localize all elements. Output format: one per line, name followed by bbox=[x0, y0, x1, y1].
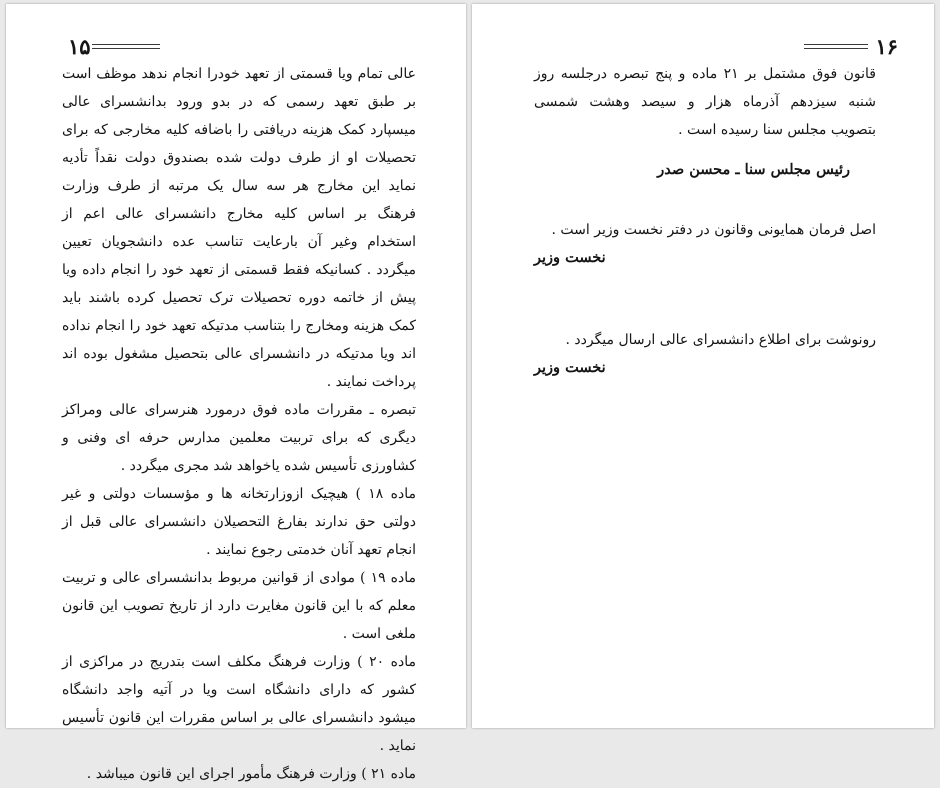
spacer bbox=[534, 144, 876, 156]
paragraph-article-21: ماده ۲۱ ) وزارت فرهنگ مأمور اجرای این قانون میباشد . bbox=[86, 766, 416, 782]
right-body-text bbox=[534, 60, 876, 382]
header-rule bbox=[804, 44, 868, 45]
page-number: ۱۵ bbox=[68, 34, 91, 59]
paragraph-article-19: ماده ۱۹ ) موادی از قوانین مربوط بدانشسرای عالی و تربیت معلم که با این قانون مغایرت دارد از تاریخ تصویب این قانون ملغی است . bbox=[62, 570, 416, 642]
header-rule bbox=[92, 44, 160, 45]
paragraph-article-18: ماده ۱۸ ) هیچیک ازوزارتخانه ها و مؤسسات دولتی و غیر دولتی حق ندارند بفارغ التحصیلان دانشسرای عالی قبل از انجام تعهد آنان خدمتی رجوع نمایند . bbox=[62, 486, 416, 558]
signature-prime-minister: نخست وزیر bbox=[534, 359, 606, 376]
page-number: ۱۶ bbox=[875, 34, 898, 59]
paragraph-article-17-continued: عالی تمام ویا قسمتی از تعهد خودرا انجام ندهد موظف است بر طبق تعهد رسمی که در بدو ورود بدانشسرای عالی میسپارد کمک هزینه دریافتی را باضافه کلیه مخارجی که برای تحصیلات او از طرف دولت شده بصندوق دولت نقداً تأدیه نماید این مخارج هر سه سال یک مرتبه از طرف وزارت فرهنگ بر اساس کلیه مخارج دانشسرای عالی اعم از استخدام وغیر آن بارعایت تناسب عده دانشجویان تعیین میگردد . کسانیکه فقط قسمتی از تعهد خود را انجام داده ویا پیش از خاتمه دوره تحصیلات ترک تحصیل کرده باشند باید کمک هزینه ومخارج را بتناسب مدتیکه تعهد خود را انجام نداده اند ویا مدتیکه در دانشسرای عالی بتحصیل مشغول بوده اند پرداخت نمایند . bbox=[62, 66, 416, 390]
right-page bbox=[472, 4, 934, 728]
paragraph-original-decree: اصل فرمان همایونی وقانون در دفتر نخست وزیر است . bbox=[551, 222, 876, 238]
paragraph-note: تبصره ـ مقررات ماده فوق درمورد هنرسرای عالی ومراکز دیگری که برای تربیت معلمین مدارس حرفه ای وفنی و کشاورزی تأسیس شده یاخواهد شد مجری میگردد . bbox=[62, 402, 416, 474]
left-page bbox=[6, 4, 466, 782]
left-body-text bbox=[62, 60, 416, 788]
paragraph-approval: قانون فوق مشتمل بر ۲۱ ماده و پنج تبصره درجلسه روز شنبه سیزدهم آذرماه هزار و سیصد وهشت شمسی بتصویب مجلس سنا رسیده است . bbox=[534, 66, 876, 138]
spacer bbox=[534, 184, 876, 216]
signature-prime-minister: نخست وزیر bbox=[534, 249, 606, 266]
paragraph-copy-notice: رونوشت برای اطلاع دانشسرای عالی ارسال میگردد . bbox=[565, 332, 876, 348]
signature-senate-president: رئیس مجلس سنا ـ محسن صدر bbox=[657, 161, 850, 178]
paragraph-article-20: ماده ۲۰ ) وزارت فرهنگ مکلف است بتدریج در مراکزی از کشور که دارای دانشگاه است ویا در آتیه واجد دانشگاه میشود دانشسرای عالی بر اساس مقررات این قانون تأسیس نماید . bbox=[62, 654, 416, 754]
spacer bbox=[534, 272, 876, 326]
